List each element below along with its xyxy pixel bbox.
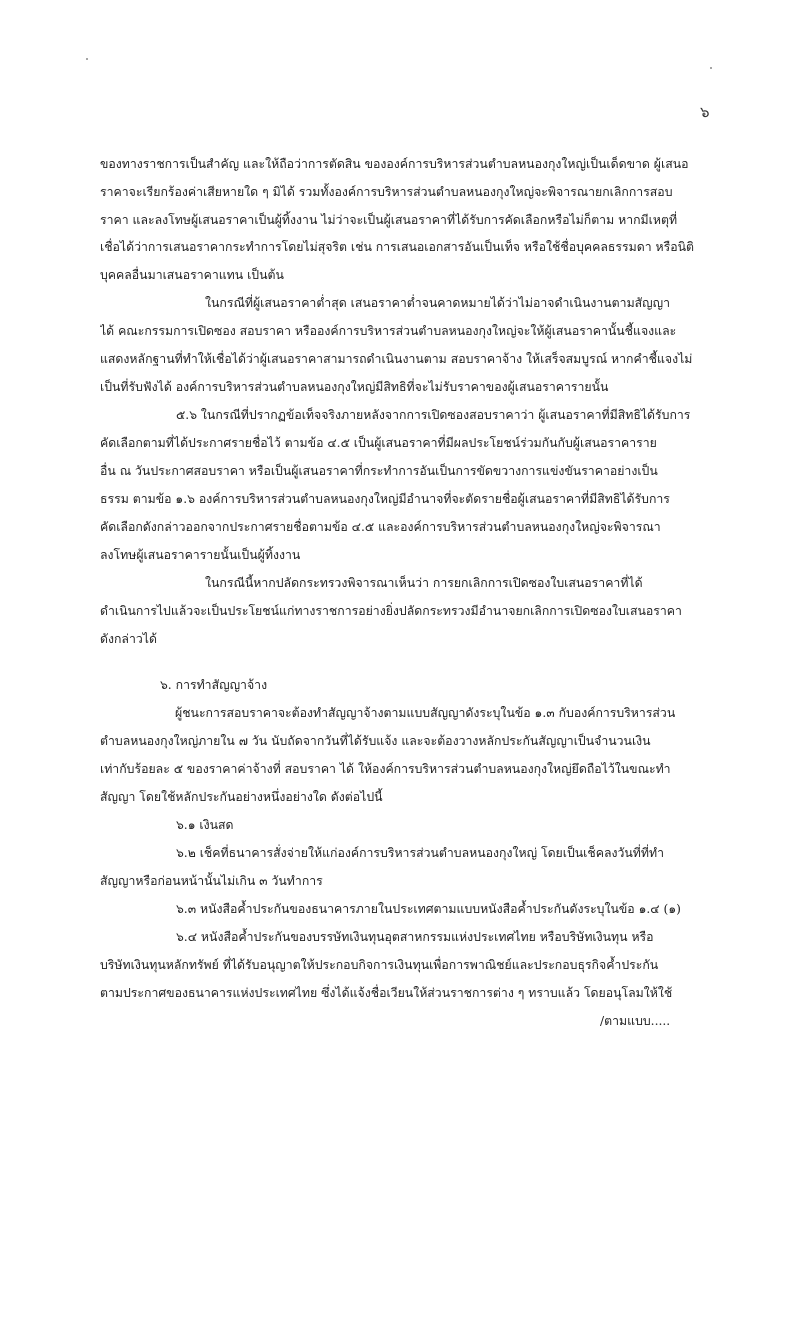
paragraph-line: ธรรม ตามข้อ ๑.๖ องค์การบริหารส่วนตำบลหนองกุงใหญ่มีอำนาจที่จะตัดรายชื่อผู้เสนอราคาที่มีสิทธิได้รับการ xyxy=(100,492,670,506)
paragraph-line: ดังกล่าวได้ xyxy=(100,632,157,646)
continuation-marker: /ตามแบบ..... xyxy=(600,1014,671,1028)
paragraph-line: เชื่อได้ว่าการเสนอราคากระทำการโดยไม่สุจริต เช่น การเสนอเอกสารอันเป็นเท็จ หรือใช้ชื่อบุคคลธรรมดา หรือนิติ xyxy=(100,240,695,254)
paragraph-line: ตามประกาศของธนาคารแห่งประเทศไทย ซึ่งได้แจ้งชื่อเวียนให้ส่วนราชการต่าง ๆ ทราบแล้ว โดยอนุโลมให้ใช้ xyxy=(100,986,673,1000)
paragraph-line: สัญญา โดยใช้หลักประกันอย่างหนึ่งอย่างใด ดังต่อไปนี้ xyxy=(100,790,383,804)
paragraph-line: ของทางราชการเป็นสำคัญ และให้ถือว่าการตัดสิน ขององค์การบริหารส่วนตำบลหนองกุงใหญ่เป็นเด็ดขาด ผู้เสนอ xyxy=(100,157,689,171)
list-item: ๖.๒ เช็คที่ธนาคารสั่งจ่ายให้แก่องค์การบริหารส่วนตำบลหนองกุงใหญ่ โดยเป็นเช็คลงวันที่ที่ทำ xyxy=(176,846,665,860)
paragraph-line: คัดเลือกดังกล่าวออกจากประกาศรายชื่อตามข้อ ๔.๕ และองค์การบริหารส่วนตำบลหนองกุงใหญ่จะพิจารณา xyxy=(100,520,661,534)
paragraph-line: สัญญาหรือก่อนหน้านั้นไม่เกิน ๓ วันทำการ xyxy=(100,874,323,888)
paragraph-line: ดำเนินการไปแล้วจะเป็นประโยชน์แก่ทางราชการอย่างยิ่งปลัดกระทรวงมีอำนาจยกเลิกการเปิดซองใบเสนอราคา xyxy=(100,604,682,618)
list-item: ๖.๓ หนังสือค้ำประกันของธนาคารภายในประเทศตามแบบหนังสือค้ำประกันดังระบุในข้อ ๑.๔ (๑) xyxy=(176,902,681,916)
paragraph-line: บุคคลอื่นมาเสนอราคาแทน เป็นต้น xyxy=(100,268,284,282)
paragraph-line: แสดงหลักฐานที่ทำให้เชื่อได้ว่าผู้เสนอราคาสามารถดำเนินงานตาม สอบราคาจ้าง ให้เสร็จสมบูรณ์ หากคำชี้แจงไม่ xyxy=(100,352,693,366)
paragraph-line: ราคา และลงโทษผู้เสนอราคาเป็นผู้ทิ้งงาน ไม่ว่าจะเป็นผู้เสนอราคาที่ได้รับการคัดเลือกหรือไม่ก็ตาม หากมีเหตุที่ xyxy=(100,213,678,227)
paragraph-line: ราคาจะเรียกร้องค่าเสียหายใด ๆ มิได้ รวมทั้งองค์การบริหารส่วนตำบลหนองกุงใหญ่จะพิจารณายกเลิกการสอบ xyxy=(100,185,673,199)
paragraph-line: ในกรณีนี้หากปลัดกระทรวงพิจารณาเห็นว่า การยกเลิกการเปิดซองใบเสนอราคาที่ได้ xyxy=(205,576,643,590)
list-item: ๖.๑ เงินสด xyxy=(176,818,234,832)
paragraph-line: คัดเลือกตามที่ได้ประกาศรายชื่อไว้ ตามข้อ ๔.๕ เป็นผู้เสนอราคาที่มีผลประโยชน์ร่วมกันกับผู้เสนอราคาราย xyxy=(100,436,657,450)
paragraph-line: อื่น ณ วันประกาศสอบราคา หรือเป็นผู้เสนอราคาที่กระทำการอันเป็นการขัดขวางการแข่งขันราคาอย่างเป็น xyxy=(100,464,658,478)
paragraph-line: ในกรณีที่ผู้เสนอราคาต่ำสุด เสนอราคาต่ำจนคาดหมายได้ว่าไม่อาจดำเนินงานตามสัญญา xyxy=(205,296,671,310)
list-item: ๖.๔ หนังสือค้ำประกันของบรรษัทเงินทุนอุตสาหกรรมแห่งประเทศไทย หรือบริษัทเงินทุน หรือ xyxy=(176,930,654,944)
paragraph-line: ได้ คณะกรรมการเปิดซอง สอบราคา หรือองค์การบริหารส่วนตำบลหนองกุงใหญ่จะให้ผู้เสนอราคานั้นชี้แจงและ xyxy=(100,324,677,338)
paragraph-line: บริษัทเงินทุนหลักทรัพย์ ที่ได้รับอนุญาตให้ประกอบกิจการเงินทุนเพื่อการพาณิชย์และประกอบธุรกิจค้ำประกัน xyxy=(100,958,659,972)
scan-speck xyxy=(86,58,88,60)
section-heading: ๖. การทำสัญญาจ้าง xyxy=(160,678,268,692)
page-number: ๖ xyxy=(700,103,710,121)
paragraph-line: เท่ากับร้อยละ ๕ ของราคาค่าจ้างที่ สอบราคา ได้ ให้องค์การบริหารส่วนตำบลหนองกุงใหญ่ยึดถือไว้ในขณะทำ xyxy=(100,762,671,776)
paragraph-line: ผู้ชนะการสอบราคาจะต้องทำสัญญาจ้างตามแบบสัญญาดังระบุในข้อ ๑.๓ กับองค์การบริหารส่วน xyxy=(175,706,676,720)
paragraph-line: ลงโทษผู้เสนอราคารายนั้นเป็นผู้ทิ้งงาน xyxy=(100,548,301,562)
paragraph-line: เป็นที่รับฟังได้ องค์การบริหารส่วนตำบลหนองกุงใหญ่มีสิทธิที่จะไม่รับราคาของผู้เสนอราคารายนั้น xyxy=(100,380,609,394)
paragraph-line: ตำบลหนองกุงใหญ่ภายใน ๗ วัน นับถัดจากวันที่ได้รับแจ้ง และจะต้องวางหลักประกันสัญญาเป็นจำนวนเงิน xyxy=(100,734,651,748)
scan-speck xyxy=(710,67,712,69)
paragraph-line: ๕.๖ ในกรณีที่ปรากฏข้อเท็จจริงภายหลังจากการเปิดซองสอบราคาว่า ผู้เสนอราคาที่มีสิทธิได้รับการ xyxy=(176,408,691,422)
